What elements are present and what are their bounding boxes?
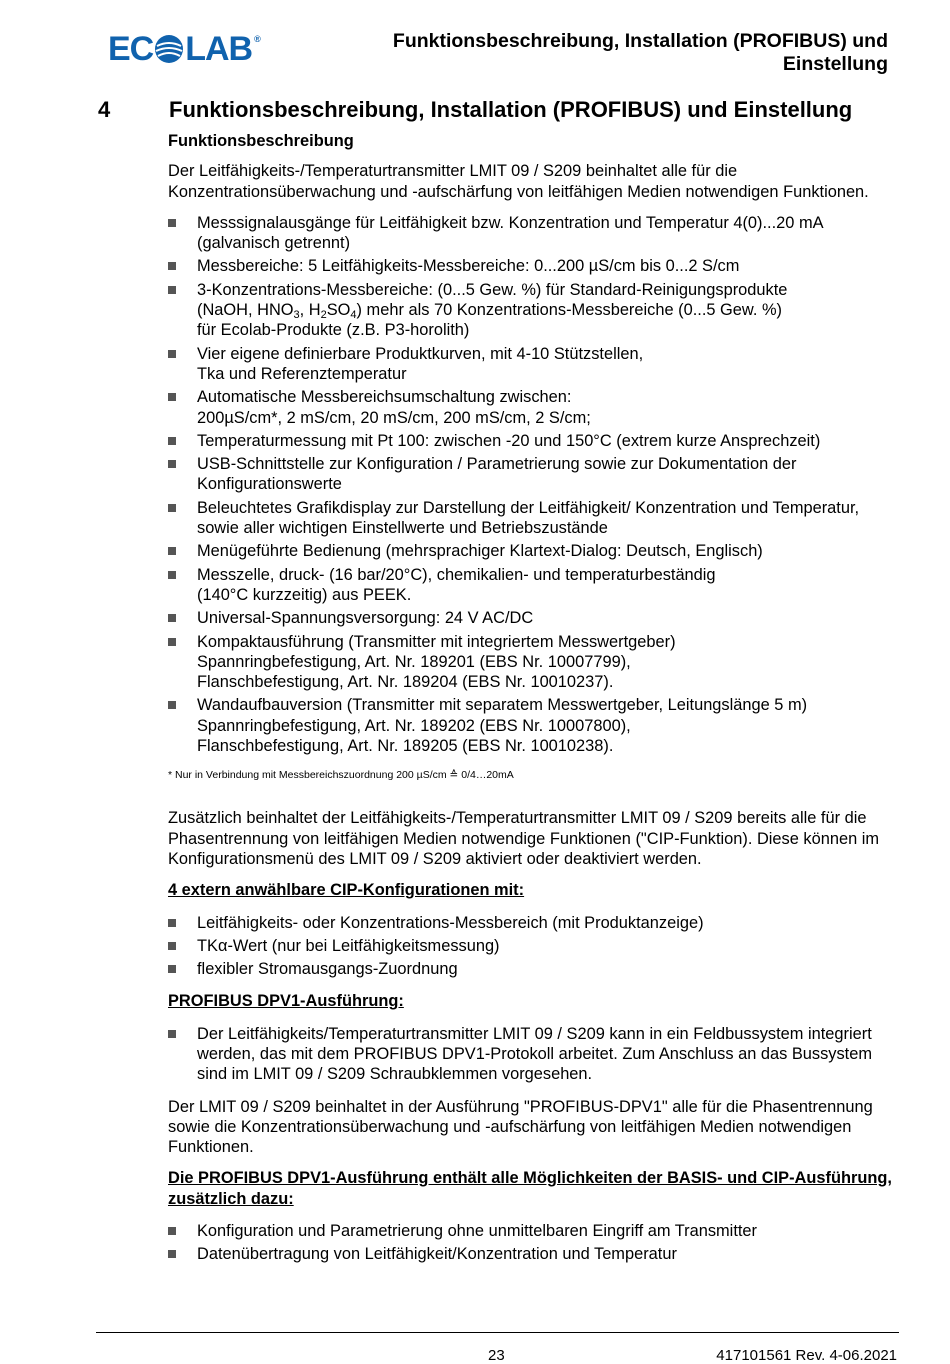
list-item: USB-Schnittstelle zur Konfiguration / Parametrierung sowie zur Dokumentation der Konfigurationswerte [168,454,903,495]
list-item: Kompaktausführung (Transmitter mit integriertem Messwertgeber) Spannringbefestigung, Art. Nr. 189201 (EBS Nr. 10007799), Flanschbefestigung, Art. Nr. 189204 (EBS Nr. 10010237). [168,632,903,693]
cip-intro-paragraph: Zusätzlich beinhaltet der Leitfähigkeits-/Temperaturtransmitter LMIT 09 / S209 bereits alle für die Phasentrennung von leitfähigen Medien notwendige Funktionen ("CIP-Funktion). Diese können im Konfigurationsmenü des LMIT 09 / S209 aktiviert oder deaktiviert werden. [168,809,880,868]
logo-registered-mark: ® [254,34,260,44]
feature-list [168,213,903,756]
list-item: Wandaufbauversion (Transmitter mit separatem Messwertgeber, Leitungslänge 5 m) Spannringbefestigung, Art. Nr. 189202 (EBS Nr. 10007800), Flanschbefestigung, Art. Nr. 189205 (EBS Nr. 10010238). [168,695,903,756]
profibus-heading: PROFIBUS DPV1-Ausführung: [168,992,404,1011]
running-header-title: Funktionsbeschreibung, Installation (PROFIBUS) und Einstellung [392,30,888,75]
list-item: Beleuchtetes Grafikdisplay zur Darstellung der Leitfähigkeit/ Konzentration und Temperatur, sowie aller wichtigen Einstellwerte und Betriebszustände [168,498,903,539]
list-item: Messzelle, druck- (16 bar/20°C), chemikalien- und temperaturbeständig (140°C kurzzeitig) aus PEEK. [168,565,903,606]
profibus-list [168,1024,903,1085]
page-content [168,131,903,1277]
list-item: Temperaturmessung mit Pt 100: zwischen -20 und 150°C (extrem kurze Ansprechzeit) [168,431,903,451]
list-item: Leitfähigkeits- oder Konzentrations-Messbereich (mit Produktanzeige) [168,913,903,933]
list-item: flexibler Stromausgangs-Zuordnung [168,959,903,979]
list-item: Messsignalausgänge für Leitfähigkeit bzw. Konzentration und Temperatur 4(0)...20 mA (galvanisch getrennt) [168,213,903,254]
list-item: Automatische Messbereichsumschaltung zwischen: 200µS/cm*, 2 mS/cm, 20 mS/cm, 200 mS/cm, 2 S/cm; [168,387,903,428]
profibus-extra-heading: Die PROFIBUS DPV1-Ausführung enthält alle Möglichkeiten der BASIS- und CIP-Ausführung, zusätzlich dazu: [168,1169,892,1208]
list-item: Konfiguration und Parametrierung ohne unmittelbaren Eingriff am Transmitter [168,1221,903,1241]
list-item: TKα-Wert (nur bei Leitfähigkeitsmessung) [168,936,903,956]
logo-text-right: LAB [185,29,253,68]
ecolab-logo [108,29,260,68]
list-item: 3-Konzentrations-Messbereiche: (0...5 Gew. %) für Standard-Reinigungsprodukte (NaOH, $HNO_3$, $H_2SO_4$) mehr als 70 Konzentrations-Messbereiche (0...5 Gew. %) für Ecolab-Produkte (z.B. P3-horolith) [168,280,903,341]
footnote: * Nur in Verbindung mit Messbereichszuordnung 200 µS/cm ≙ 0/4…20mA [168,769,514,782]
list-item: Der Leitfähigkeits/Temperaturtransmitter LMIT 09 / S209 kann in ein Feldbussystem integriert werden, das mit dem PROFIBUS DPV1-Protokoll arbeitet. Zum Anschluss an das Bussystem sind im LMIT 09 / S209 Schraubklemmen vorgesehen. [168,1024,903,1085]
cip-list [168,913,903,980]
list-item: Datenübertragung von Leitfähigkeit/Konzentration und Temperatur [168,1244,903,1264]
list-item: Messbereiche: 5 Leitfähigkeits-Messbereiche: 0...200 µS/cm bis 0...2 S/cm [168,256,903,276]
footer-divider [96,1332,899,1333]
logo-text-left: EC [108,29,154,68]
document-reference: 417101561 Rev. 4-06.2021 [716,1347,897,1364]
profibus-paragraph: Der LMIT 09 / S209 beinhaltet in der Ausführung "PROFIBUS-DPV1" alle für die Phasentrennung sowie die Konzentrationsüberwachung und -aufschärfung von leitfähigen Medien notwendigen Funktionen. [168,1097,873,1157]
page-number: 23 [488,1347,505,1364]
list-item: Universal-Spannungsversorgung: 24 V AC/DC [168,608,903,628]
intro-paragraph: Der Leitfähigkeits-/Temperaturtransmitter LMIT 09 / S209 beinhaltet alle für die Konzentrationsüberwachung und -aufschärfung von leitfähigen Medien notwendigen Funktionen. [168,162,869,201]
chapter-number: 4 [98,97,111,122]
logo-o-sphere-icon [154,34,184,64]
chapter-title: Funktionsbeschreibung, Installation (PROFIBUS) und Einstellung [169,97,853,122]
profibus-extra-list [168,1221,903,1265]
list-item: Menügeführte Bedienung (mehrsprachiger Klartext-Dialog: Deutsch, Englisch) [168,541,903,561]
list-item: Vier eigene definierbare Produktkurven, mit 4-10 Stützstellen, Tka und Referenztemperatur [168,344,903,385]
section-heading: Funktionsbeschreibung [168,132,354,150]
cip-heading: 4 extern anwählbare CIP-Konfigurationen mit: [168,881,525,900]
